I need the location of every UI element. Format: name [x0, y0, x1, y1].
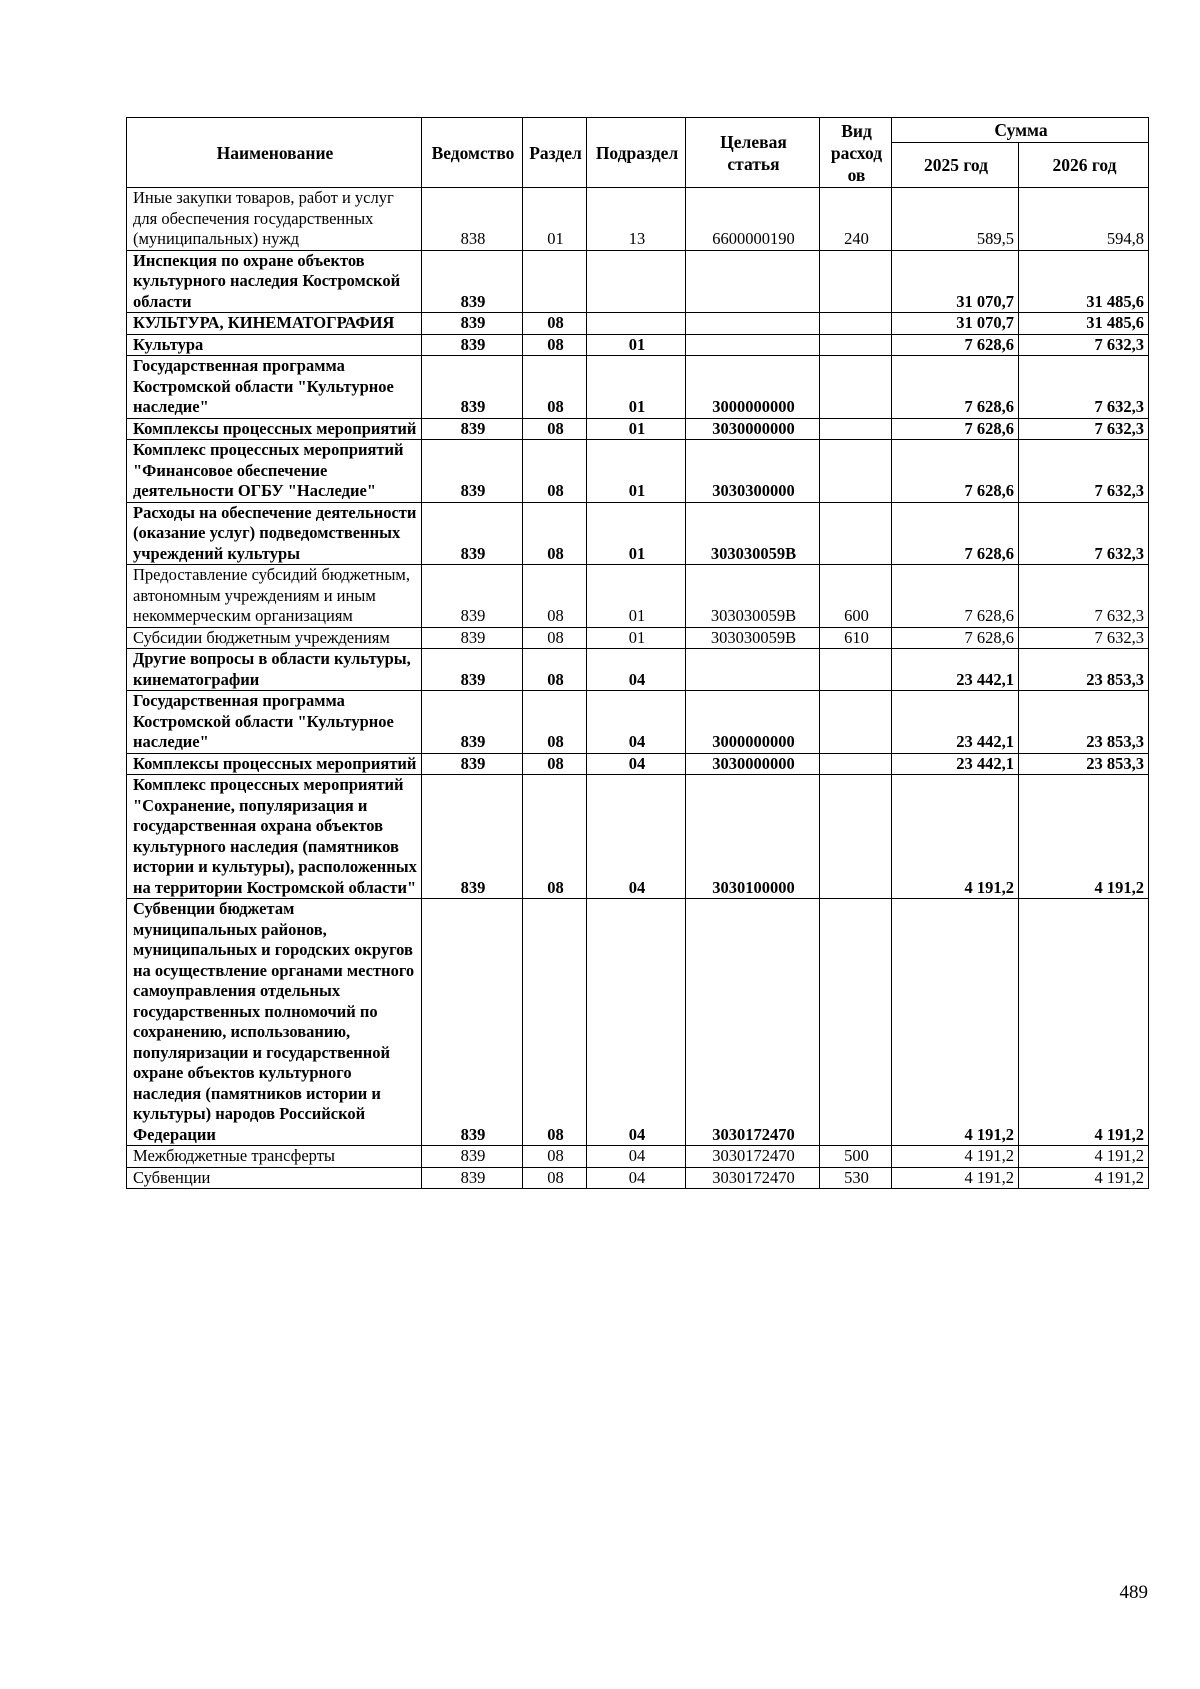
row-podrazdel-cell: 01 — [587, 356, 686, 419]
row-razdel-cell: 08 — [523, 649, 587, 691]
row-name-cell: Государственная программа Костромской области "Культурное наследие" — [127, 356, 422, 419]
header-razdel: Раздел — [523, 118, 587, 188]
table-row — [127, 1167, 1149, 1189]
row-razdel-cell: 08 — [523, 691, 587, 754]
row-podrazdel-cell: 01 — [587, 334, 686, 356]
table-row — [127, 356, 1149, 419]
row-podrazdel-cell: 04 — [587, 775, 686, 899]
row-sum-2026-cell: 31 485,6 — [1019, 313, 1149, 335]
row-article-cell: 3030172470 — [686, 1167, 820, 1189]
row-name-cell: Предоставление субсидий бюджетным, автономным учреждениям и иным некоммерческим организациям — [127, 565, 422, 628]
row-article-cell: 3000000000 — [686, 356, 820, 419]
row-article-cell: 3030172470 — [686, 1146, 820, 1168]
row-name-cell: Комплексы процессных мероприятий — [127, 418, 422, 440]
table-row — [127, 649, 1149, 691]
header-article: Целевая статья — [686, 118, 820, 188]
row-sum-2026-cell: 4 191,2 — [1019, 1167, 1149, 1189]
row-vedomstvo-cell: 839 — [422, 1146, 523, 1168]
row-sum-2026-cell: 4 191,2 — [1019, 899, 1149, 1146]
row-sum-2026-cell: 7 632,3 — [1019, 356, 1149, 419]
row-vid-cell — [820, 691, 892, 754]
row-vedomstvo-cell: 839 — [422, 250, 523, 313]
row-name-cell: Иные закупки товаров, работ и услуг для обеспечения государственных (муниципальных) нужд — [127, 188, 422, 251]
row-sum-2025-cell: 23 442,1 — [892, 649, 1019, 691]
row-name-cell: Культура — [127, 334, 422, 356]
row-article-cell — [686, 313, 820, 335]
row-article-cell — [686, 649, 820, 691]
table-row — [127, 440, 1149, 503]
row-razdel-cell: 08 — [523, 1167, 587, 1189]
row-vid-cell — [820, 440, 892, 503]
row-sum-2025-cell: 4 191,2 — [892, 899, 1019, 1146]
row-sum-2025-cell: 31 070,7 — [892, 250, 1019, 313]
table-row — [127, 627, 1149, 649]
row-article-cell — [686, 334, 820, 356]
row-article-cell: 3000000000 — [686, 691, 820, 754]
row-sum-2026-cell: 23 853,3 — [1019, 691, 1149, 754]
row-vedomstvo-cell: 839 — [422, 313, 523, 335]
row-vedomstvo-cell: 839 — [422, 691, 523, 754]
row-article-cell: 303030059В — [686, 627, 820, 649]
table-row — [127, 250, 1149, 313]
row-razdel-cell: 08 — [523, 627, 587, 649]
row-sum-2026-cell: 31 485,6 — [1019, 250, 1149, 313]
row-article-cell: 303030059В — [686, 502, 820, 565]
table-row — [127, 899, 1149, 1146]
row-podrazdel-cell: 04 — [587, 1146, 686, 1168]
row-podrazdel-cell: 13 — [587, 188, 686, 251]
table-row — [127, 775, 1149, 899]
row-name-cell: Комплекс процессных мероприятий "Финансовое обеспечение деятельности ОГБУ "Наследие" — [127, 440, 422, 503]
row-article-cell: 3030000000 — [686, 753, 820, 775]
row-razdel-cell: 08 — [523, 753, 587, 775]
row-sum-2025-cell: 4 191,2 — [892, 1167, 1019, 1189]
header-sum: Сумма — [892, 118, 1149, 143]
row-name-cell: Субвенции бюджетам муниципальных районов, муниципальных и городских округов на осуществление органами местного самоуправления отдельных государственных полномочий по сохранению, использованию, популяризации и государственной охране объектов культурного наследия (памятников истории и культуры) народов Российской Федерации — [127, 899, 422, 1146]
row-article-cell: 6600000190 — [686, 188, 820, 251]
row-podrazdel-cell: 04 — [587, 1167, 686, 1189]
row-name-cell: Комплекс процессных мероприятий "Сохранение, популяризация и государственная охрана объектов культурного наследия (памятников истории и культуры), расположенных на территории Костромской области" — [127, 775, 422, 899]
row-razdel-cell: 08 — [523, 418, 587, 440]
row-vid-cell — [820, 753, 892, 775]
row-vedomstvo-cell: 839 — [422, 775, 523, 899]
row-vedomstvo-cell: 839 — [422, 627, 523, 649]
budget-table — [126, 117, 1149, 1189]
header-vid: Вид расход ов — [820, 118, 892, 188]
row-razdel-cell: 01 — [523, 188, 587, 251]
row-vedomstvo-cell: 839 — [422, 753, 523, 775]
row-podrazdel-cell: 04 — [587, 753, 686, 775]
row-name-cell: Расходы на обеспечение деятельности (оказание услуг) подведомственных учреждений культуры — [127, 502, 422, 565]
row-podrazdel-cell: 01 — [587, 565, 686, 628]
row-razdel-cell: 08 — [523, 899, 587, 1146]
row-sum-2025-cell: 7 628,6 — [892, 356, 1019, 419]
row-name-cell: КУЛЬТУРА, КИНЕМАТОГРАФИЯ — [127, 313, 422, 335]
row-sum-2026-cell: 4 191,2 — [1019, 1146, 1149, 1168]
row-vid-cell: 530 — [820, 1167, 892, 1189]
row-vid-cell — [820, 250, 892, 313]
row-podrazdel-cell — [587, 250, 686, 313]
row-podrazdel-cell — [587, 313, 686, 335]
row-podrazdel-cell: 01 — [587, 440, 686, 503]
row-sum-2026-cell: 7 632,3 — [1019, 334, 1149, 356]
row-sum-2026-cell: 7 632,3 — [1019, 502, 1149, 565]
row-name-cell: Субсидии бюджетным учреждениям — [127, 627, 422, 649]
table-row — [127, 565, 1149, 628]
row-razdel-cell: 08 — [523, 313, 587, 335]
row-name-cell: Комплексы процессных мероприятий — [127, 753, 422, 775]
row-vid-cell — [820, 502, 892, 565]
row-vedomstvo-cell: 839 — [422, 334, 523, 356]
row-vid-cell: 500 — [820, 1146, 892, 1168]
row-razdel-cell: 08 — [523, 440, 587, 503]
row-sum-2026-cell: 7 632,3 — [1019, 440, 1149, 503]
row-vid-cell: 240 — [820, 188, 892, 251]
header-name: Наименование — [127, 118, 422, 188]
row-sum-2025-cell: 7 628,6 — [892, 334, 1019, 356]
header-podrazdel: Подраздел — [587, 118, 686, 188]
row-sum-2025-cell: 7 628,6 — [892, 502, 1019, 565]
row-podrazdel-cell: 04 — [587, 691, 686, 754]
row-name-cell: Другие вопросы в области культуры, кинематографии — [127, 649, 422, 691]
row-sum-2026-cell: 7 632,3 — [1019, 418, 1149, 440]
row-article-cell: 303030059В — [686, 565, 820, 628]
table-row — [127, 188, 1149, 251]
table-body — [127, 188, 1149, 1189]
row-podrazdel-cell: 01 — [587, 627, 686, 649]
row-sum-2025-cell: 7 628,6 — [892, 565, 1019, 628]
table-row — [127, 334, 1149, 356]
header-year-2026: 2026 год — [1019, 143, 1149, 188]
row-vid-cell: 600 — [820, 565, 892, 628]
row-sum-2025-cell: 4 191,2 — [892, 1146, 1019, 1168]
row-vedomstvo-cell: 839 — [422, 440, 523, 503]
row-razdel-cell — [523, 250, 587, 313]
row-article-cell: 3030100000 — [686, 775, 820, 899]
row-sum-2026-cell: 23 853,3 — [1019, 649, 1149, 691]
row-vid-cell — [820, 418, 892, 440]
row-vedomstvo-cell: 839 — [422, 502, 523, 565]
row-name-cell: Субвенции — [127, 1167, 422, 1189]
row-podrazdel-cell: 01 — [587, 418, 686, 440]
row-razdel-cell: 08 — [523, 1146, 587, 1168]
header-year-2025: 2025 год — [892, 143, 1019, 188]
row-podrazdel-cell: 04 — [587, 649, 686, 691]
row-name-cell: Межбюджетные трансферты — [127, 1146, 422, 1168]
row-vid-cell — [820, 899, 892, 1146]
table-row — [127, 1146, 1149, 1168]
row-podrazdel-cell: 01 — [587, 502, 686, 565]
row-article-cell — [686, 250, 820, 313]
row-sum-2025-cell: 31 070,7 — [892, 313, 1019, 335]
row-vid-cell — [820, 649, 892, 691]
table-row — [127, 502, 1149, 565]
row-vid-cell — [820, 775, 892, 899]
row-vedomstvo-cell: 839 — [422, 1167, 523, 1189]
row-sum-2026-cell: 7 632,3 — [1019, 627, 1149, 649]
row-vid-cell — [820, 334, 892, 356]
row-sum-2025-cell: 589,5 — [892, 188, 1019, 251]
table-row — [127, 691, 1149, 754]
row-razdel-cell: 08 — [523, 502, 587, 565]
row-sum-2025-cell: 23 442,1 — [892, 753, 1019, 775]
row-article-cell: 3030000000 — [686, 418, 820, 440]
row-sum-2025-cell: 7 628,6 — [892, 627, 1019, 649]
header-vedomstvo: Ведомство — [422, 118, 523, 188]
table-row — [127, 313, 1149, 335]
row-vedomstvo-cell: 839 — [422, 418, 523, 440]
row-vedomstvo-cell: 839 — [422, 565, 523, 628]
row-vedomstvo-cell: 838 — [422, 188, 523, 251]
row-razdel-cell: 08 — [523, 356, 587, 419]
row-sum-2026-cell: 4 191,2 — [1019, 775, 1149, 899]
row-vid-cell: 610 — [820, 627, 892, 649]
table-row — [127, 753, 1149, 775]
table-header — [127, 118, 1149, 188]
row-sum-2026-cell: 594,8 — [1019, 188, 1149, 251]
row-razdel-cell: 08 — [523, 334, 587, 356]
table-row — [127, 418, 1149, 440]
row-vedomstvo-cell: 839 — [422, 356, 523, 419]
page-number: 489 — [1119, 1582, 1148, 1603]
row-sum-2025-cell: 7 628,6 — [892, 418, 1019, 440]
row-article-cell: 3030172470 — [686, 899, 820, 1146]
row-vedomstvo-cell: 839 — [422, 899, 523, 1146]
row-sum-2025-cell: 7 628,6 — [892, 440, 1019, 503]
row-razdel-cell: 08 — [523, 775, 587, 899]
row-podrazdel-cell: 04 — [587, 899, 686, 1146]
row-vid-cell — [820, 356, 892, 419]
row-sum-2025-cell: 4 191,2 — [892, 775, 1019, 899]
row-vid-cell — [820, 313, 892, 335]
row-name-cell: Государственная программа Костромской области "Культурное наследие" — [127, 691, 422, 754]
row-razdel-cell: 08 — [523, 565, 587, 628]
row-sum-2025-cell: 23 442,1 — [892, 691, 1019, 754]
row-sum-2026-cell: 7 632,3 — [1019, 565, 1149, 628]
row-article-cell: 3030300000 — [686, 440, 820, 503]
row-name-cell: Инспекция по охране объектов культурного наследия Костромской области — [127, 250, 422, 313]
row-vedomstvo-cell: 839 — [422, 649, 523, 691]
row-sum-2026-cell: 23 853,3 — [1019, 753, 1149, 775]
